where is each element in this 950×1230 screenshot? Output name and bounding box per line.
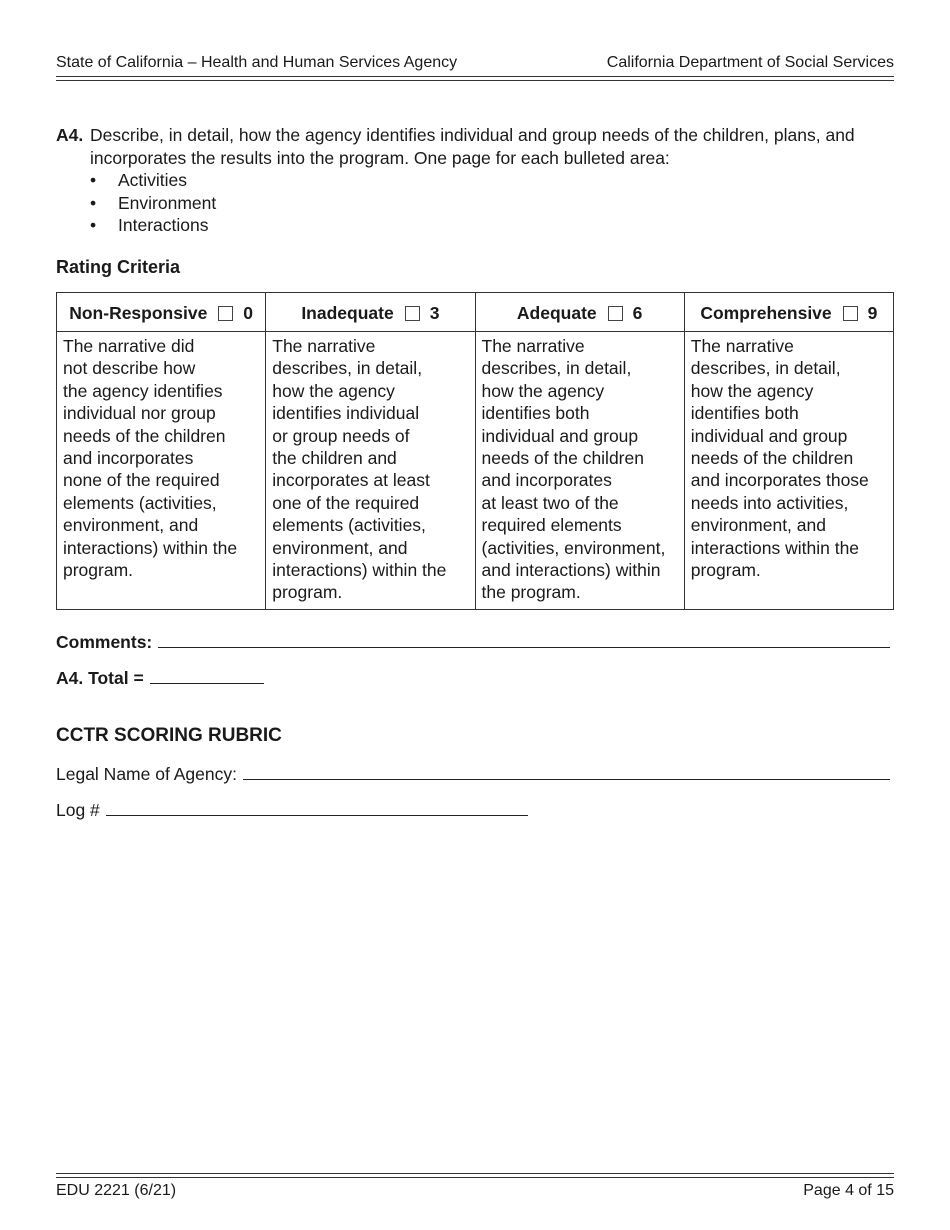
rating-column-non-responsive bbox=[57, 293, 266, 609]
rating-description bbox=[266, 332, 474, 604]
page-footer bbox=[56, 1180, 894, 1202]
rating-column-header bbox=[685, 293, 893, 332]
header-divider-secondary bbox=[56, 80, 894, 81]
question-number: A4. bbox=[56, 125, 84, 145]
description-line: the children and bbox=[272, 448, 397, 469]
page-header bbox=[56, 52, 894, 74]
rating-criteria-title: Rating Criteria bbox=[56, 257, 181, 277]
bullet-list bbox=[90, 169, 886, 237]
agency-name-field[interactable] bbox=[243, 762, 890, 780]
log-number-row bbox=[56, 798, 528, 821]
description-line: The narrative bbox=[272, 336, 376, 356]
rating-checkbox-comprehensive[interactable] bbox=[843, 306, 858, 321]
header-agency: State of California – Health and Human Services Agency bbox=[56, 54, 458, 71]
description-line: individual nor group bbox=[63, 403, 216, 424]
description-line: elements (activities, bbox=[272, 515, 426, 536]
rating-checkbox-non-responsive[interactable] bbox=[218, 306, 233, 321]
footer-divider-secondary bbox=[56, 1177, 894, 1178]
description-line: required elements bbox=[481, 515, 622, 536]
total-row bbox=[56, 666, 264, 689]
agency-name-label: Legal Name of Agency: bbox=[56, 764, 237, 784]
rating-column-comprehensive bbox=[685, 293, 893, 609]
footer-divider bbox=[56, 1173, 894, 1174]
description-line: interactions) within the bbox=[272, 560, 447, 581]
description-line: needs of the children bbox=[690, 448, 854, 469]
rating-description bbox=[685, 332, 893, 581]
header-divider bbox=[56, 76, 894, 77]
total-label: A4. Total = bbox=[56, 668, 144, 688]
description-line: The narrative bbox=[481, 336, 585, 356]
rating-score: 9 bbox=[867, 303, 878, 323]
bullet-icon: • bbox=[90, 170, 97, 190]
description-line: The narrative did bbox=[63, 336, 195, 356]
description-line: and incorporates bbox=[63, 448, 194, 469]
description-line: environment, and bbox=[63, 515, 199, 536]
description-line: (activities, environment, bbox=[481, 537, 666, 558]
comments-row bbox=[56, 630, 890, 653]
comments-field[interactable] bbox=[158, 630, 890, 648]
rating-column-header bbox=[57, 293, 265, 332]
description-line: the agency identifies bbox=[63, 380, 223, 401]
bullet-label: Activities bbox=[118, 170, 188, 190]
rating-column-adequate bbox=[476, 293, 685, 609]
description-line: environment, and bbox=[690, 515, 826, 536]
question-text: Describe, in detail, how the agency identifies individual and group needs of the children, plans, and incorporates the results into the program. One page for each bulleted area: bbox=[90, 125, 855, 168]
comments-label: Comments: bbox=[56, 632, 153, 652]
log-number-label: Log # bbox=[56, 800, 100, 820]
description-line: needs of the children bbox=[63, 425, 226, 446]
agency-name-row bbox=[56, 762, 890, 785]
description-line: how the agency bbox=[690, 380, 814, 401]
description-line: identifies both bbox=[690, 403, 799, 424]
rating-column-header bbox=[266, 293, 474, 332]
form-number: EDU 2221 (6/21) bbox=[56, 1182, 177, 1199]
bullet-label: Environment bbox=[118, 192, 217, 213]
description-line: at least two of the bbox=[481, 492, 619, 513]
description-line: needs into activities, bbox=[690, 492, 849, 513]
rating-checkbox-inadequate[interactable] bbox=[405, 306, 420, 321]
description-line: describes, in detail, bbox=[481, 358, 632, 379]
rating-table bbox=[56, 292, 894, 610]
question-a4 bbox=[56, 124, 886, 237]
description-line: incorporates at least bbox=[272, 470, 430, 491]
description-line: how the agency bbox=[481, 380, 605, 401]
rubric-section-title: CCTR SCORING RUBRIC bbox=[56, 725, 282, 746]
rating-score: 0 bbox=[243, 303, 254, 323]
description-line: program. bbox=[272, 582, 343, 603]
bullet-icon: • bbox=[90, 192, 97, 213]
description-line: none of the required bbox=[63, 470, 220, 491]
rating-score: 6 bbox=[632, 303, 643, 323]
description-line: one of the required bbox=[272, 492, 420, 513]
description-line: or group needs of bbox=[272, 425, 410, 446]
description-line: individual and group bbox=[481, 425, 639, 446]
log-number-field[interactable] bbox=[106, 798, 528, 816]
rating-label: Comprehensive bbox=[700, 303, 832, 323]
rating-description bbox=[476, 332, 684, 604]
description-line: and incorporates those bbox=[690, 470, 869, 491]
description-line: individual and group bbox=[690, 425, 848, 446]
rating-score: 3 bbox=[429, 303, 440, 323]
bullet-item bbox=[90, 192, 886, 215]
description-line: identifies individual bbox=[272, 403, 420, 424]
rating-description bbox=[57, 332, 265, 581]
bullet-icon: • bbox=[90, 215, 97, 235]
page-number: Page 4 of 15 bbox=[803, 1182, 894, 1199]
description-line: environment, and bbox=[272, 537, 408, 558]
total-field[interactable] bbox=[150, 666, 264, 684]
description-line: describes, in detail, bbox=[272, 358, 423, 379]
description-line: needs of the children bbox=[481, 448, 644, 469]
description-line: and interactions) within bbox=[481, 560, 661, 581]
rating-checkbox-adequate[interactable] bbox=[608, 306, 623, 321]
description-line: elements (activities, bbox=[63, 492, 217, 513]
rating-column-header bbox=[476, 293, 684, 332]
description-line: and incorporates bbox=[481, 470, 612, 491]
description-line: program. bbox=[63, 560, 134, 581]
description-line: interactions) within the bbox=[63, 537, 238, 558]
bullet-label: Interactions bbox=[118, 215, 209, 235]
header-department: California Department of Social Services bbox=[606, 54, 894, 71]
bullet-item bbox=[90, 169, 886, 192]
rating-label: Non-Responsive bbox=[69, 303, 208, 323]
description-line: the program. bbox=[481, 582, 581, 603]
rating-label: Adequate bbox=[516, 303, 597, 323]
description-line: not describe how bbox=[63, 358, 196, 379]
description-line: how the agency bbox=[272, 380, 395, 401]
description-line: identifies both bbox=[481, 403, 590, 424]
description-line: program. bbox=[690, 560, 761, 581]
rating-label: Inadequate bbox=[301, 303, 394, 323]
description-line: The narrative bbox=[690, 336, 794, 356]
description-line: describes, in detail, bbox=[690, 358, 841, 379]
description-line: interactions within the bbox=[690, 537, 860, 558]
rating-column-inadequate bbox=[266, 293, 475, 609]
bullet-item bbox=[90, 214, 886, 237]
